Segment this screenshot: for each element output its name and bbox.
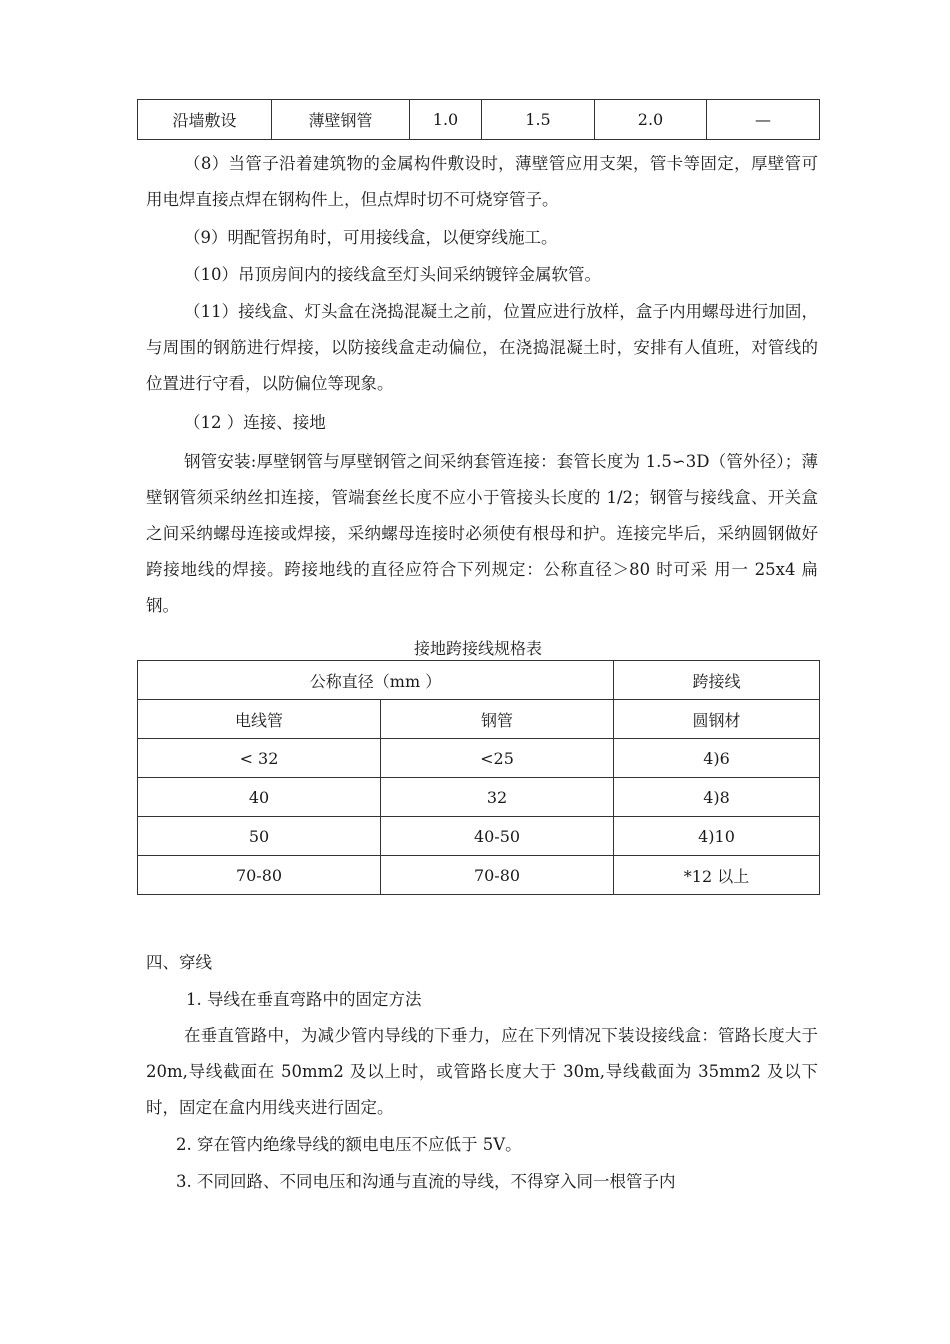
table-cell: 2.0 bbox=[595, 100, 707, 140]
table-cell: < 32 bbox=[138, 739, 381, 778]
pipe-spacing-table bbox=[137, 99, 820, 140]
table-subheader-row bbox=[138, 700, 820, 739]
table-row bbox=[138, 739, 820, 778]
table-cell: 40 bbox=[138, 778, 381, 817]
section-heading: 四、穿线 bbox=[146, 953, 212, 972]
header-nominal-diameter: 公称直径（mm ） bbox=[138, 661, 614, 700]
table-cell: 32 bbox=[381, 778, 614, 817]
paragraph-9: （9）明配管拐角时，可用接线盒，以便穿线施工。 bbox=[184, 228, 558, 247]
table-row bbox=[138, 100, 820, 140]
table-cell: — bbox=[707, 100, 820, 140]
list-item-2: 2. 穿在管内绝缘导线的额电电压不应低于 5V。 bbox=[176, 1135, 522, 1154]
header-jumper: 跨接线 bbox=[614, 661, 820, 700]
table-cell: <25 bbox=[381, 739, 614, 778]
subheader-cell: 钢管 bbox=[381, 700, 614, 739]
table-cell: 沿墙敷设 bbox=[138, 100, 272, 140]
grounding-jumper-spec-table bbox=[137, 660, 820, 895]
paragraph-steel-pipe: 钢管安装:厚壁钢管与厚壁钢管之间采纳套管连接：套管长度为 1.5∽3D（管外径）；薄壁钢管须采纳丝扣连接，管端套丝长度不应小于管接头长度的 1/2；钢管与接线盒、开关盒之间采纳螺母连接或焊接，采纳螺母连接时必须使有根母和护。连接完毕后，采纳圆钢做好跨接地线的焊接。跨接地线的直径应符合下列规定：公称直径＞80 时可采 用一 25x4 扁钢。 bbox=[146, 452, 818, 615]
table-cell: 4)10 bbox=[614, 817, 820, 856]
subheader-cell: 电线管 bbox=[138, 700, 381, 739]
table-row bbox=[138, 856, 820, 895]
list-item-1-body: 在垂直管路中，为减少管内导线的下垂力，应在下列情况下装设接线盒：管路长度大于 20m,导线截面在 50mm2 及以上时，或管路长度大于 30m,导线截面为 35mm2 及以下时，固定在盒内用线夹进行固定。 bbox=[146, 1026, 818, 1117]
table-cell: 50 bbox=[138, 817, 381, 856]
paragraph-8: （8）当管子沿着建筑物的金属构件敷设时，薄壁管应用支架，管卡等固定，厚壁管可用电焊直接点焊在钢构件上，但点焊时切不可烧穿管子。 bbox=[146, 154, 818, 209]
table-cell: 1.5 bbox=[482, 100, 595, 140]
paragraph-10: （10）吊顶房间内的接线盒至灯头间采纳镀锌金属软管。 bbox=[184, 265, 601, 284]
table-cell: 4)6 bbox=[614, 739, 820, 778]
table-cell: 70-80 bbox=[381, 856, 614, 895]
table-cell: 4)8 bbox=[614, 778, 820, 817]
table-cell: 薄壁钢管 bbox=[272, 100, 410, 140]
paragraph-11: （11）接线盒、灯头盒在浇捣混凝土之前，位置应进行放样，盒子内用螺母进行加固，与周围的钢筋进行焊接，以防接线盒走动偏位，在浇捣混凝土时，安排有人值班，对管线的位置进行守看，以防偏位等现象。 bbox=[146, 302, 818, 393]
table-cell: *12 以上 bbox=[614, 856, 820, 895]
table-row bbox=[138, 778, 820, 817]
subheader-cell: 圆钢材 bbox=[614, 700, 820, 739]
table-cell: 1.0 bbox=[410, 100, 482, 140]
table-cell: 40-50 bbox=[381, 817, 614, 856]
table-cell: 70-80 bbox=[138, 856, 381, 895]
table-caption: 接地跨接线规格表 bbox=[413, 639, 542, 658]
paragraph-12: （12 ）连接、接地 bbox=[184, 413, 326, 432]
list-item-1-title: 1. 导线在垂直弯路中的固定方法 bbox=[186, 990, 422, 1009]
table-row bbox=[138, 817, 820, 856]
list-item-3: 3. 不同回路、不同电压和沟通与直流的导线，不得穿入同一根管子内 bbox=[176, 1172, 676, 1191]
table-header-row bbox=[138, 661, 820, 700]
